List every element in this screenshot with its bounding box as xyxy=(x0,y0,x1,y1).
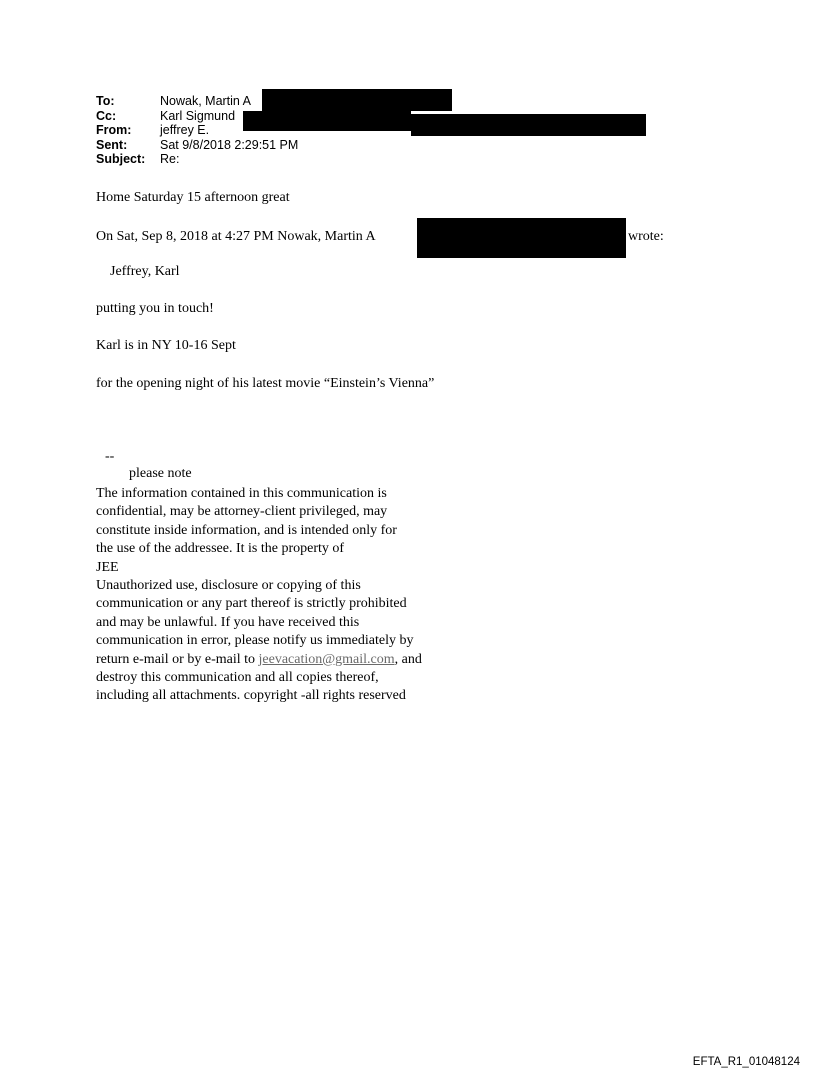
document-id: EFTA_R1_01048124 xyxy=(692,1056,800,1068)
body-line-1: putting you in touch! xyxy=(96,301,214,316)
from-label: From: xyxy=(96,123,132,138)
disclaimer-line: confidential, may be attorney-client privileged, may xyxy=(96,504,388,520)
redaction-quote xyxy=(417,218,626,258)
to-value: Nowak, Martin A xyxy=(160,94,252,108)
cc-value: Karl Sigmund xyxy=(160,108,236,123)
from-value: jeffrey E. xyxy=(160,123,210,138)
return-text-end: , and xyxy=(394,651,422,667)
disclaimer-line: Unauthorized use, disclosure or copying of this xyxy=(96,578,361,594)
sent-label: Sent: xyxy=(96,137,128,152)
subject-label: Subject: xyxy=(96,152,146,167)
redaction-to xyxy=(262,89,452,111)
disclaimer-line: The information contained in this communication is xyxy=(96,486,387,501)
to-label: To: xyxy=(96,94,115,108)
disclaimer-line: JEE xyxy=(96,559,119,575)
disclaimer-line: destroy this communication and all copies thereof, xyxy=(96,670,379,686)
sent-value: Sat 9/8/2018 2:29:51 PM xyxy=(160,137,299,152)
disclaimer-line: constitute inside information, and is intended only for xyxy=(96,522,397,538)
cc-label: Cc: xyxy=(96,108,117,123)
signature-dashes: -- xyxy=(105,449,115,464)
signature-note: please note xyxy=(129,466,192,481)
disclaimer-line: including all attachments. copyright -all rights reserved xyxy=(96,688,406,704)
disclaimer-line: the use of the addressee. It is the property of xyxy=(96,541,345,557)
quote-intro: On Sat, Sep 8, 2018 at 4:27 PM Nowak, Martin A xyxy=(96,229,376,244)
sent-row xyxy=(96,138,298,153)
subject-row xyxy=(96,152,298,167)
body-line-3: for the opening night of his latest movie “Einstein’s Vienna” xyxy=(96,376,435,391)
greeting: Jeffrey, Karl xyxy=(110,264,180,279)
reply-text: Home Saturday 15 afternoon great xyxy=(96,190,290,205)
redaction-cc-2 xyxy=(411,114,646,136)
return-text: return e-mail or by e-mail to xyxy=(96,651,259,667)
disclaimer-line: and may be unlawful. If you have received this xyxy=(96,614,360,630)
body-line-2: Karl is in NY 10-16 Sept xyxy=(96,338,236,353)
quote-wrote: wrote: xyxy=(628,229,664,244)
subject-value: Re: xyxy=(160,152,180,167)
disclaimer-line: communication or any part thereof is strictly prohibited xyxy=(96,596,407,612)
disclaimer-line: communication in error, please notify us immediately by xyxy=(96,633,414,649)
disclaimer-line-email xyxy=(96,651,422,669)
redaction-cc-1 xyxy=(243,111,411,131)
email-link[interactable]: jeevacation@gmail.com xyxy=(258,651,395,667)
disclaimer xyxy=(96,485,422,706)
